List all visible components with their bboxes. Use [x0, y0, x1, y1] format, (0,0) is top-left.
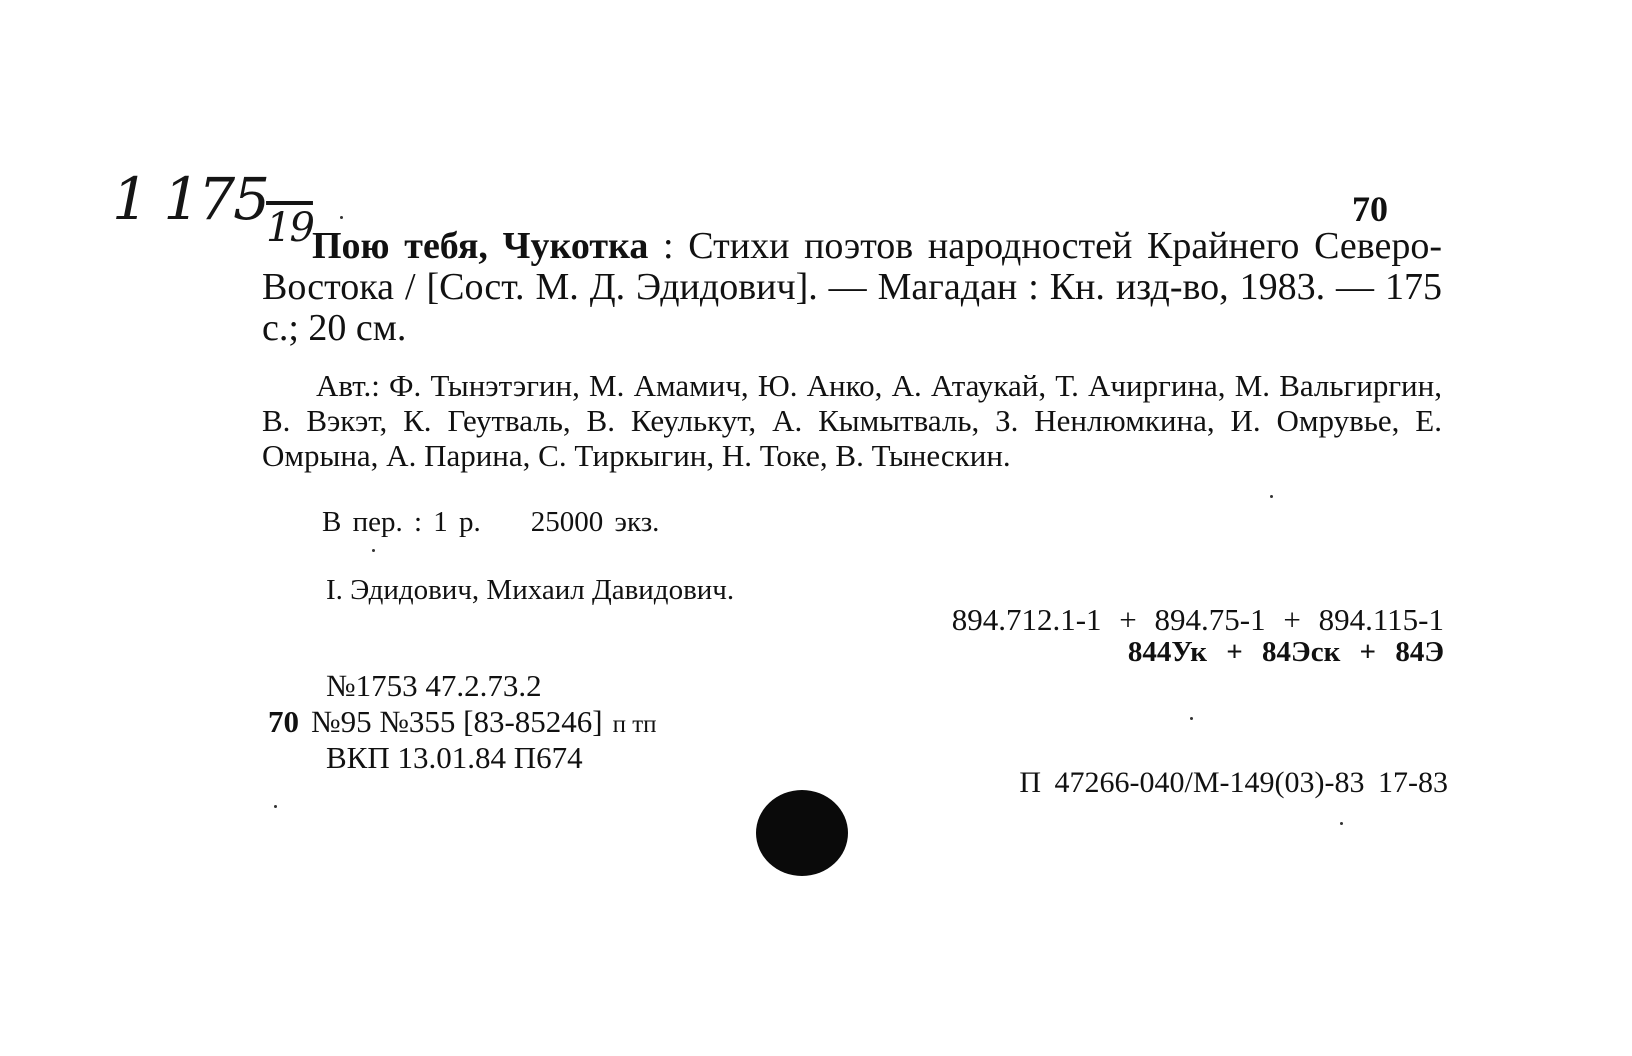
- handwritten-number-sub: 19: [266, 205, 313, 251]
- added-entry: I. Эдидович, Михаил Давидович.: [326, 574, 735, 606]
- book-title: Пою тебя, Чукотка: [312, 225, 649, 267]
- udc-index: 894.712.1-1 + 894.75-1 + 894.115-1: [951, 602, 1444, 637]
- scan-speck: [274, 805, 277, 808]
- registration-line-1: №1753 47.2.73.2: [326, 668, 542, 703]
- registration-line-2: [268, 704, 657, 740]
- authors-note: Авт.: Ф. Тынэтэгин, М. Амамич, Ю. Анко, А. Атаукай, Т. Ачиргина, М. Вальгиргин, В. Вэкэт, К. Геутваль, В. Кеулькут, А. Кымытваль, З. Ненлюмкина, И. Омрувье, Е. Омрына, А. Парина, С. Тиркыгин, Н. Токе, В. Тынескин.: [262, 368, 1442, 473]
- scan-speck: [1190, 717, 1193, 720]
- scan-speck: [340, 216, 343, 219]
- print-run: 25000 экз.: [530, 506, 660, 538]
- scan-speck: [1270, 495, 1273, 498]
- registration-suffix: п тп: [612, 711, 657, 738]
- bibliographic-description: [262, 226, 1442, 349]
- handwritten-call-number: [112, 165, 315, 251]
- card-number: 70: [1352, 189, 1388, 229]
- scan-speck: [372, 549, 375, 552]
- registration-numbers: №95 №355 [83-85246]: [311, 704, 603, 739]
- registration-line-3: ВКП 13.01.84 П674: [326, 740, 583, 775]
- binding-price: В пер. : 1 р.: [322, 506, 481, 538]
- handwritten-number-main: 1 175: [112, 165, 269, 233]
- registration-card-number: 70: [268, 704, 299, 739]
- bbk-index: 844Ук + 84Эск + 84Э: [1127, 636, 1444, 668]
- publisher-code: П 47266-040/М-149(03)-83 17-83: [1019, 766, 1448, 799]
- price-line: [322, 506, 659, 539]
- punch-hole: [756, 790, 848, 876]
- publication-details: : Стихи поэтов народностей Крайнего Северо-Востока / [Сост. М. Д. Эдидович]. — Магадан : Кн. изд-во, 1983. — 175 с.; 20 см.: [262, 225, 1442, 349]
- scan-speck: [1340, 822, 1343, 825]
